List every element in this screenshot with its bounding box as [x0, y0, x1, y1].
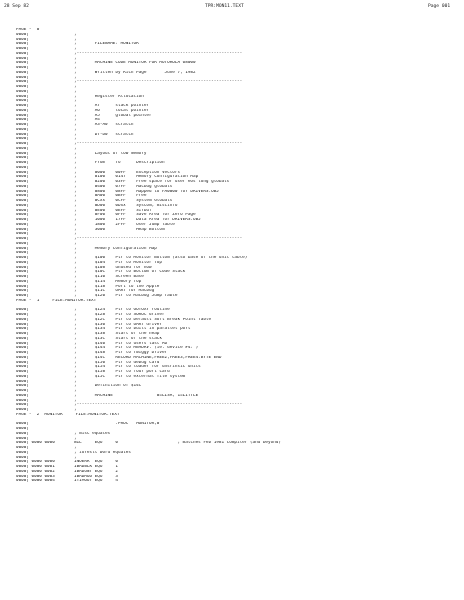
- line-code: ; MACHINE 0=LISA, 1=LITTLE: [74, 393, 199, 398]
- line-address: 0000|: [16, 194, 29, 199]
- line-address: 0000|: [16, 393, 29, 398]
- line-address: 0000|: [16, 332, 29, 336]
- line-address: 0000| 0000 0004: [16, 479, 55, 484]
- line-address: 0000|: [16, 431, 29, 436]
- line-address: 0000| 0000 0002: [16, 469, 55, 474]
- line-address: PAGE - 2 MONITOR: [16, 412, 63, 417]
- line-code: ; A4: [74, 118, 100, 123]
- line-code: .PROC MONITOR,0: [74, 422, 160, 427]
- line-address: 0000|: [16, 222, 29, 227]
- line-code: ; 1800 2FFF User Jump Table: [74, 222, 175, 227]
- line-address: 0000|: [16, 161, 29, 165]
- line-address: 0000| 0000 0001: [16, 465, 55, 469]
- line-code: ; $138 Start of the heap: [74, 332, 160, 336]
- line-address: 0000| 0000 0003: [16, 474, 55, 479]
- line-address: 0000|: [16, 108, 29, 113]
- line-code: ;: [74, 56, 77, 61]
- line-code: IBADUNT EQU 2: [74, 469, 118, 474]
- line-address: 0000|: [16, 260, 29, 265]
- line-code: ; $144 Ptr to MEMDRV. (ie. device #4: ): [74, 346, 199, 351]
- line-code: ;----------------------------------------------------------------: [74, 80, 243, 85]
- line-address: 0000|: [16, 184, 29, 189]
- line-code: ;----------------------------------------------------------------: [74, 237, 243, 241]
- line-code: ; $15C Ptr to external file system: [74, 374, 186, 379]
- line-code: ; $108 unused for now: [74, 265, 152, 270]
- line-address: 0000|: [16, 189, 29, 194]
- line-address: 0000|: [16, 66, 29, 70]
- line-address: 0000|: [16, 403, 29, 408]
- line-code: ;: [74, 379, 77, 384]
- line-code: ;: [74, 408, 77, 412]
- line-code: ; misc equates: [74, 431, 111, 436]
- line-address: 0000|: [16, 408, 29, 412]
- line-address: 0000|: [16, 32, 29, 37]
- line-code: IBADBLK EQU 1: [74, 465, 118, 469]
- line-address: 0000|: [16, 146, 29, 151]
- line-address: 0000|: [16, 151, 29, 156]
- line-code: ; 0200 03FF Free space for user eos long globals: [74, 180, 230, 184]
- line-code: ITIMOUT EQU 4: [74, 479, 118, 484]
- line-address: 0000|: [16, 450, 29, 455]
- line-code: ; $100 Ptr to Monitor Bottom (also base of the unit table): [74, 256, 248, 260]
- line-address: 0000|: [16, 308, 29, 313]
- line-address: 0000|: [16, 70, 29, 75]
- line-code: ; $10C Ptr to Bottom of Code Stack: [74, 270, 186, 275]
- line-code: ;: [74, 32, 77, 37]
- line-code: ;: [74, 398, 77, 403]
- line-code: ; Definition of $14C: [74, 384, 142, 389]
- line-code: ; 0Cxx 0CFF System Globals: [74, 199, 173, 203]
- line-code: INOERR EQU 0: [74, 460, 118, 465]
- line-code: ;: [74, 156, 77, 161]
- line-address: 0000|: [16, 317, 29, 322]
- line-address: 0000|: [16, 213, 29, 218]
- line-code: ;: [74, 446, 77, 450]
- line-address: 0000|: [16, 341, 29, 346]
- line-code: ; From To Description: [74, 161, 165, 165]
- line-address: 0000|: [16, 374, 29, 379]
- line-address: 0000|: [16, 232, 29, 237]
- line-code: ;: [74, 75, 77, 80]
- line-address: 0000|: [16, 47, 29, 51]
- file-title: TPR:MON11.TEXT: [205, 4, 244, 9]
- line-address: 0000|: [16, 455, 29, 460]
- line-address: 0000|: [16, 436, 29, 441]
- line-address: 0000|: [16, 237, 29, 241]
- line-address: 0000|: [16, 365, 29, 370]
- line-code: ;: [74, 146, 77, 151]
- line-address: 0000|: [16, 336, 29, 341]
- line-address: 0000|: [16, 265, 29, 270]
- line-code: FILE:MONITOR.TEXT: [62, 412, 120, 417]
- line-code: ;: [74, 241, 77, 246]
- line-address: 0000|: [16, 384, 29, 389]
- line-address: 0000|: [16, 94, 29, 99]
- line-code: ; D7-D0 scratch: [74, 132, 134, 137]
- line-code: ; $148 Ptr to Twiggy Driver: [74, 351, 168, 355]
- line-code: ; $140 Ptr to users last A6: [74, 341, 168, 346]
- line-address: 0000|: [16, 246, 29, 251]
- line-code: ; A7 stack pointer: [74, 104, 150, 108]
- line-code: ;: [74, 127, 77, 132]
- line-code: ;: [74, 232, 77, 237]
- line-code: ; $118 Port to the Apple: [74, 284, 160, 289]
- line-address: 0000|: [16, 379, 29, 384]
- page-number: Page 001: [428, 4, 451, 9]
- line-code: ; ioreslt word equates: [74, 450, 131, 455]
- line-code: ; 0000 00FF Exception Vectors: [74, 170, 181, 175]
- line-code: ;----------------------------------------------------------------: [74, 403, 243, 408]
- line-code: ; 3000 Heap Bottom: [74, 227, 165, 232]
- line-code: ; FILENAME: MONITOR: [74, 42, 139, 47]
- line-address: 0000|: [16, 56, 29, 61]
- line-code: ; 1000 17FF Data Area for DRIVERS.OBJ: [74, 218, 201, 222]
- line-code: ; $11C UART for Macbug: [74, 289, 155, 294]
- line-code: ;: [74, 137, 77, 142]
- line-code: ;: [74, 66, 77, 70]
- line-address: 0000|: [16, 118, 29, 123]
- line-code: ;: [74, 455, 77, 460]
- line-code: FILE:MONITOR.TEXT: [39, 298, 97, 303]
- line-code: ; $120 Ptr to Macbug Jump Table: [74, 294, 178, 298]
- line-address: 0000|: [16, 275, 29, 279]
- line-code: ; $130 Ptr to UART driver: [74, 322, 162, 327]
- line-address: 0000|: [16, 360, 29, 365]
- line-code: ; Register Allocation: [74, 94, 144, 99]
- line-address: 0000| 0000 0000: [16, 460, 55, 465]
- line-address: 0000|: [16, 351, 29, 355]
- line-code: ; A6 local pointer: [74, 108, 150, 113]
- line-code: ; A3-A0 scratch: [74, 123, 134, 127]
- line-code: ; MACHINE CODE MONITOR FOR MOTOROLA 68000: [74, 61, 196, 66]
- line-address: 0000|: [16, 156, 29, 161]
- line-code: ; 0E00 0EFF Sirbuf: [74, 208, 152, 213]
- line-address: 0000|: [16, 446, 29, 450]
- line-address: 0000|: [16, 208, 29, 213]
- line-code: ; $104 Ptr to Monitor Top: [74, 260, 162, 265]
- line-code: ; 0800 08FF Mapped to FA0000 for DRIVERS.OBJ: [74, 189, 219, 194]
- line-address: 0000|: [16, 113, 29, 118]
- line-code: ; $14C RECORD MACHINE,FREE2,FREE3,FREE4:BYTE END: [74, 355, 222, 360]
- line-address: 0000|: [16, 327, 29, 332]
- listing-line: [16, 479, 456, 484]
- line-address: 0000|: [16, 203, 29, 208]
- line-address: PAGE - 0: [16, 28, 40, 32]
- line-address: 0000|: [16, 75, 29, 80]
- line-address: 0000| 0000 0000: [16, 441, 55, 446]
- line-address: 0000|: [16, 279, 29, 284]
- line-code: ; $114 Memory Top: [74, 279, 142, 284]
- line-address: 0000|: [16, 313, 29, 317]
- line-code: ; A5 global pointer: [74, 113, 152, 118]
- line-code: ;----------------------------------------------------------------: [74, 142, 243, 146]
- line-address: 0000|: [16, 127, 29, 132]
- line-address: 0000|: [16, 199, 29, 203]
- line-address: 0000|: [16, 389, 29, 393]
- line-address: 0000|: [16, 398, 29, 403]
- line-code: ;: [74, 89, 77, 94]
- line-address: 0000|: [16, 270, 29, 275]
- line-code: ; 0400 07FF Macbug globals: [74, 184, 173, 189]
- line-code: ; 0D00 0Dxx Syscom, miscinfo: [74, 203, 178, 208]
- line-code: ; 0F00 0FFF Save Area for Zero Page: [74, 213, 196, 218]
- line-address: 0000|: [16, 80, 29, 85]
- line-address: 0000|: [16, 355, 29, 360]
- line-code: ;: [74, 389, 77, 393]
- line-address: 0000|: [16, 170, 29, 175]
- line-code: ; $150 Ptr to debug card: [74, 360, 160, 365]
- line-code: IBADMOD EQU 3: [74, 474, 118, 479]
- line-code: ; $13C Start of the stack: [74, 336, 162, 341]
- line-code: ; Memory Configuration Map: [74, 246, 157, 251]
- line-address: 0000|: [16, 137, 29, 142]
- line-code: ; $128 Ptr to SOROC driver: [74, 313, 165, 317]
- line-address: 0000|: [16, 227, 29, 232]
- line-address: 0000|: [16, 165, 29, 170]
- line-address: 0000|: [16, 89, 29, 94]
- line-code: ; 0A00 0BFF Free: [74, 194, 147, 199]
- line-code: ; $12C Ptr to Default Soft Break Point Table: [74, 317, 212, 322]
- line-code: ;: [74, 436, 77, 441]
- line-code: ; Layout of low memory: [74, 151, 147, 156]
- line-address: 0000|: [16, 218, 29, 222]
- line-address: 0000|: [16, 427, 29, 431]
- line-address: 0000|: [16, 142, 29, 146]
- line-address: 0000|: [16, 370, 29, 374]
- line-address: 0000|: [16, 51, 29, 56]
- line-code: ;: [74, 99, 77, 104]
- line-address: 0000|: [16, 37, 29, 42]
- line-address: 0000|: [16, 61, 29, 66]
- line-code: ; 0100 0147 Memory Configuration Map: [74, 175, 199, 180]
- line-code: NIL EQU 0 ; matches Feb 1981 compiler (and beyond): [74, 441, 281, 446]
- line-code: ; $154 Ptr to loader for unsrinsic units: [74, 365, 201, 370]
- line-address: 0000|: [16, 175, 29, 180]
- line-address: 0000|: [16, 42, 29, 47]
- line-address: 0000|: [16, 241, 29, 246]
- line-address: 0000|: [16, 104, 29, 108]
- line-address: 0000|: [16, 284, 29, 289]
- line-code: ;: [74, 251, 77, 256]
- line-code: ; $158 Ptr to four port card: [74, 370, 170, 374]
- line-address: 0000|: [16, 180, 29, 184]
- line-address: 0000|: [16, 99, 29, 104]
- line-code: ;: [74, 47, 77, 51]
- line-address: 0000|: [16, 422, 29, 427]
- source-listing: [16, 28, 456, 484]
- line-code: ;: [74, 165, 77, 170]
- line-code: ; $134 Ptr to built in parallel port: [74, 327, 191, 332]
- print-date: 28 Sep 82: [4, 4, 29, 9]
- line-code: ;: [74, 85, 77, 89]
- line-address: 0000|: [16, 322, 29, 327]
- line-code: ; $124 Ptr to GOTOXY routine: [74, 308, 170, 313]
- line-code: ;: [74, 37, 77, 42]
- line-code: ; $110 Screen Base: [74, 275, 144, 279]
- line-address: 0000|: [16, 251, 29, 256]
- line-address: 0000|: [16, 85, 29, 89]
- line-address: 0000|: [16, 294, 29, 298]
- line-address: PAGE - 1: [16, 298, 40, 303]
- line-address: 0000|: [16, 289, 29, 294]
- line-code: ;----------------------------------------------------------------: [74, 51, 243, 56]
- line-address: 0000|: [16, 256, 29, 260]
- line-address: 0000|: [16, 123, 29, 127]
- line-address: 0000|: [16, 132, 29, 137]
- line-address: 0000|: [16, 346, 29, 351]
- line-code: ; Written by Rich Page June 7, 1982: [74, 70, 196, 75]
- page-header: [0, 4, 464, 14]
